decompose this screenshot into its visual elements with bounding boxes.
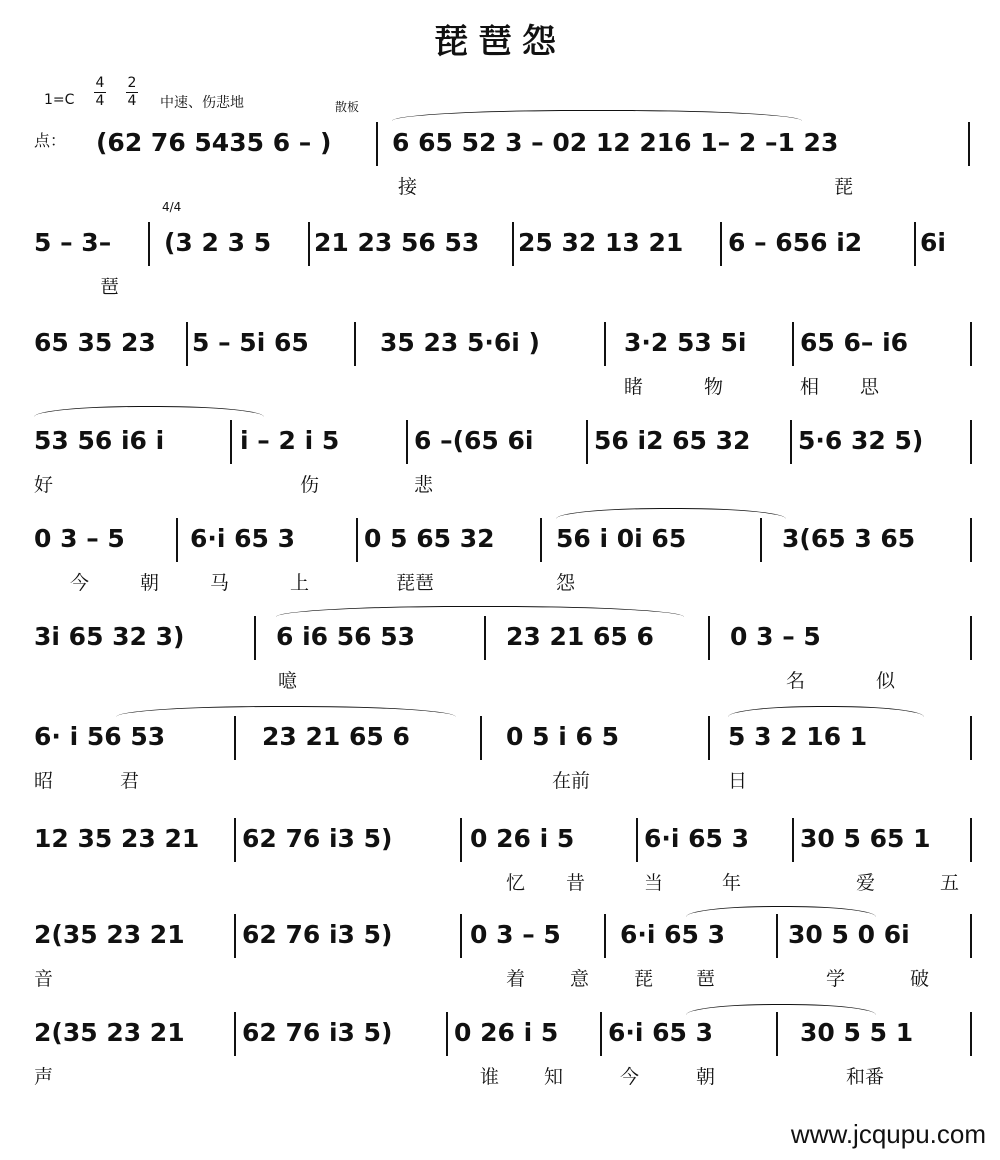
lyric-char: 朝 [140, 572, 160, 594]
measure-group: (3 2 3 5 [164, 228, 272, 257]
measure-group: (62 76 5435 6 – ) [96, 128, 332, 157]
lyric-char: 琶 [696, 968, 716, 990]
measure-group: 5·6 32 5) [798, 426, 924, 455]
notation-line [0, 322, 1000, 362]
lyric-char: 今 [620, 1066, 640, 1088]
notation-line [0, 420, 1000, 460]
lyric-char: 睹 [624, 376, 644, 398]
lyric-line [0, 868, 1000, 894]
notation-line [0, 818, 1000, 858]
measure-group: 6· i 56 53 [34, 722, 166, 751]
lyric-char: 在前 [552, 770, 591, 792]
measure-group: 56 i 0i 65 [556, 524, 687, 553]
measure-group: 0 3 – 5 [470, 920, 561, 949]
measure-group: 2(35 23 21 [34, 1018, 185, 1047]
notation-line [0, 914, 1000, 954]
lyric-char: 今 [70, 572, 90, 594]
tempo-marking: 中速、伤悲地 [160, 95, 244, 111]
measure-group: 3i 65 32 3) [34, 622, 185, 651]
measure-group: 5 – 5i 65 [192, 328, 309, 357]
notation-line [0, 122, 1000, 162]
measure-group: 62 76 i3 5) [242, 1018, 393, 1047]
measure-group: 30 5 65 1 [800, 824, 931, 853]
lyric-char: 名 [786, 670, 806, 692]
lyric-char: 相 [800, 376, 820, 398]
lyric-line [0, 666, 1000, 692]
lyric-line [0, 1062, 1000, 1088]
key-signature: 1=C [44, 92, 75, 108]
lyric-char: 五 [940, 872, 960, 894]
measure-group: 53 56 i6 i [34, 426, 165, 455]
lyric-line [0, 568, 1000, 594]
notation-line [0, 1012, 1000, 1052]
measure-group: 62 76 i3 5) [242, 824, 393, 853]
measure-group: 6·i 65 3 [620, 920, 726, 949]
lyric-char: 琵 [834, 176, 854, 198]
free-meter-label: 散板 [335, 100, 360, 114]
lyric-char: 当 [644, 872, 664, 894]
notation-line [0, 716, 1000, 756]
lyric-char: 爱 [856, 872, 876, 894]
lyric-line [0, 766, 1000, 792]
measure-group: 25 32 13 21 [518, 228, 684, 257]
measure-group: 21 23 56 53 [314, 228, 480, 257]
lyric-char: 琶 [100, 276, 120, 298]
lyric-line [0, 964, 1000, 990]
measure-group: 23 21 65 6 [506, 622, 654, 651]
measure-group: 6 –(65 6i [414, 426, 534, 455]
lyric-char: 学 [826, 968, 846, 990]
lyric-char: 和番 [846, 1066, 885, 1088]
measure-group: 6 i6 56 53 [276, 622, 416, 651]
lyric-char: 似 [876, 670, 896, 692]
lyric-char: 朝 [696, 1066, 716, 1088]
notation-line [0, 222, 1000, 262]
meter-change-label: 4/4 [162, 200, 182, 214]
lyric-char: 伤 [300, 474, 320, 496]
measure-group: 0 26 i 5 [470, 824, 575, 853]
lyric-char: 噫 [278, 670, 298, 692]
lyric-char: 好 [34, 474, 54, 496]
lyric-char: 琵 [634, 968, 654, 990]
lyric-char: 音 [34, 968, 54, 990]
time-signature-4-4 [94, 76, 106, 109]
measure-group: 3(65 3 65 [782, 524, 916, 553]
time-sig-denominator: 4 [127, 93, 137, 109]
lyric-char: 忆 [506, 872, 526, 894]
measure-group: 0 26 i 5 [454, 1018, 559, 1047]
lyric-char: 思 [860, 376, 880, 398]
intro-label: 点： [34, 131, 67, 150]
measure-group: 5 3 2 16 1 [728, 722, 868, 751]
measure-group: 12 35 23 21 [34, 824, 200, 853]
lyric-char: 知 [544, 1066, 564, 1088]
site-watermark: www.jcqupu.com [790, 1119, 986, 1149]
lyric-char: 声 [34, 1066, 54, 1088]
lyric-char: 物 [704, 376, 724, 398]
lyric-line [0, 272, 1000, 298]
measure-group: i – 2 i 5 [240, 426, 340, 455]
measure-group: 65 35 23 [34, 328, 156, 357]
measure-group: 5 – 3– [34, 228, 112, 257]
lyric-line [0, 470, 1000, 496]
lyric-char: 昭 [34, 770, 54, 792]
time-sig-numerator: 4 [95, 75, 105, 91]
lyric-char: 琵琶 [396, 572, 435, 594]
lyric-char: 着 [506, 968, 526, 990]
measure-group: 0 3 – 5 [730, 622, 821, 651]
lyric-char: 怨 [556, 572, 576, 594]
measure-group: 6i [920, 228, 946, 257]
lyric-char: 接 [398, 176, 418, 198]
lyric-char: 破 [910, 968, 930, 990]
measure-group: 2(35 23 21 [34, 920, 185, 949]
measure-group: 56 i2 65 32 [594, 426, 751, 455]
time-sig-numerator: 2 [127, 75, 137, 91]
measure-group: 6·i 65 3 [608, 1018, 714, 1047]
measure-group: 23 21 65 6 [262, 722, 410, 751]
time-signature-2-4 [126, 76, 138, 109]
measure-group: 0 5 65 32 [364, 524, 495, 553]
measure-group: 30 5 0 6i [788, 920, 910, 949]
measure-group: 6 – 656 i2 [728, 228, 863, 257]
measure-group: 0 3 – 5 [34, 524, 125, 553]
lyric-char: 年 [722, 872, 742, 894]
measure-group: 65 6– i6 [800, 328, 909, 357]
lyric-line [0, 172, 1000, 198]
lyric-char: 悲 [414, 474, 434, 496]
lyric-char: 意 [570, 968, 590, 990]
lyric-line [0, 372, 1000, 398]
lyric-char: 君 [120, 770, 140, 792]
lyric-char: 昔 [566, 872, 586, 894]
measure-group: 6·i 65 3 [644, 824, 750, 853]
lyric-char: 日 [728, 770, 748, 792]
time-sig-denominator: 4 [95, 93, 105, 109]
notation-line [0, 518, 1000, 558]
measure-group: 0 5 i 6 5 [506, 722, 619, 751]
measure-group: 35 23 5·6i ) [380, 328, 540, 357]
measure-group: 6 65 52 3 – 02 12 216 1– 2 –1 23 [392, 128, 839, 157]
score-title: 琵琶怨 [434, 22, 566, 62]
measure-group: 6·i 65 3 [190, 524, 296, 553]
lyric-char: 上 [290, 572, 310, 594]
notation-line [0, 616, 1000, 656]
lyric-char: 谁 [480, 1066, 500, 1088]
measure-group: 62 76 i3 5) [242, 920, 393, 949]
measure-group: 3·2 53 5i [624, 328, 747, 357]
lyric-char: 马 [210, 572, 230, 594]
measure-group: 30 5 5 1 [800, 1018, 914, 1047]
